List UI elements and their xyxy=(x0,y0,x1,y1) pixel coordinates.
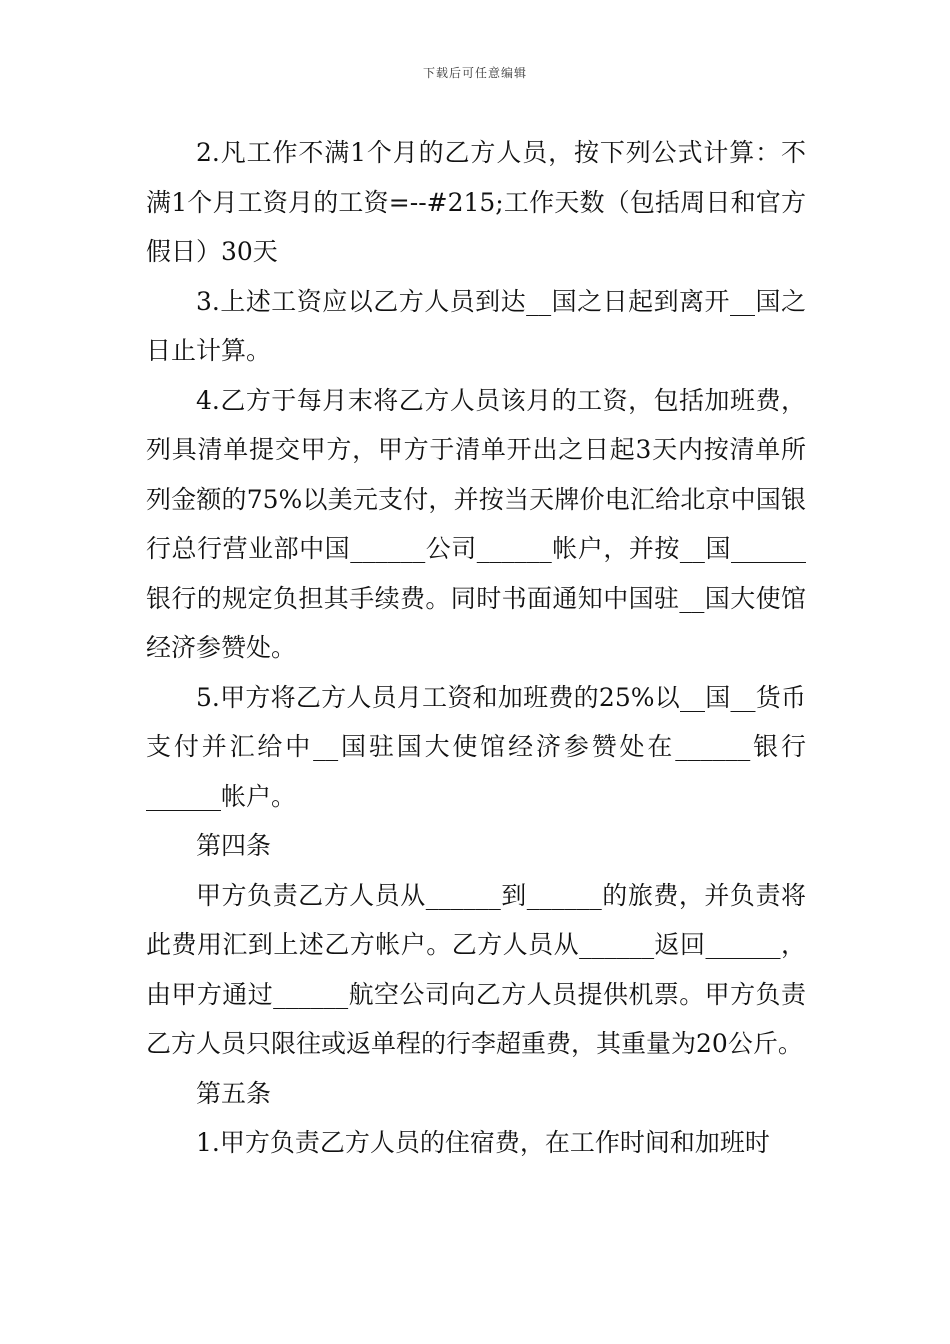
page-header: 下载后可任意编辑 xyxy=(422,66,527,80)
document-body xyxy=(146,128,806,1168)
article-4-heading: 第四条 xyxy=(196,831,272,860)
clause-3-item-2: 2.凡工作不满1个月的乙方人员，按下列公式计算：不满1个月工资月的工资=--#215;工作天数（包括周日和官方假日）30天 xyxy=(146,138,806,266)
clause-3-item-4: 4.乙方于每月末将乙方人员该月的工资，包括加班费，列具清单提交甲方，甲方于清单开出之日起3天内按清单所列金额的75%以美元支付，并按当天牌价电汇给北京中国银行总行营业部中国______公司______帐户，并按__国______银行的规定负担其手续费。同时书面通知中国驻__国大使馆经济参赞处。 xyxy=(146,385,806,662)
clause-3-item-5: 5.甲方将乙方人员月工资和加班费的25%以__国__货币支付并汇给中__国驻国大使馆经济参赞处在______银行______帐户。 xyxy=(146,682,806,811)
article-5-item-1: 1.甲方负责乙方人员的住宿费，在工作时间和加班时 xyxy=(196,1128,770,1157)
article-5-heading: 第五条 xyxy=(196,1078,272,1108)
article-4-body: 甲方负责乙方人员从______到______的旅费，并负责将此费用汇到上述乙方帐户。乙方人员从______返回______，由甲方通过______航空公司向乙方人员提供机票。甲方负责乙方人员只限往或返单程的行李超重费，其重量为20公斤。 xyxy=(146,880,806,1058)
clause-3-item-3: 3.上述工资应以乙方人员到达__国之日起到离开__国之日止计算。 xyxy=(146,286,806,365)
